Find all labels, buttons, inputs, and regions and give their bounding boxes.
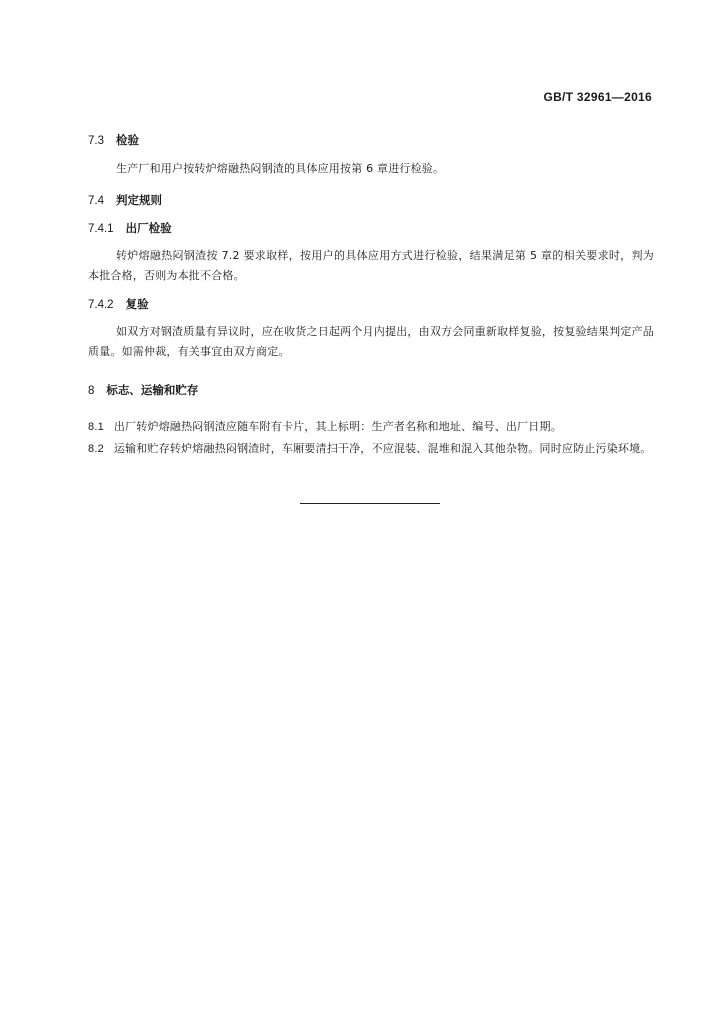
standard-code: GB/T 32961—2016 [543, 90, 652, 104]
section-title: 检验 [116, 133, 139, 147]
clause-8-2 [88, 439, 654, 459]
section-number: 8 [88, 385, 95, 397]
section-number: 7.4.1 [88, 223, 114, 235]
section-7-3-paragraph: 生产厂和用户按转炉熔融热闷钢渣的具体应用按第 6 章进行检验。 [116, 162, 445, 175]
clause-text: 出厂转炉熔融热闷钢渣应随车附有卡片，其上标明：生产者名称和地址、编号、出厂日期。 [113, 420, 562, 433]
section-7-4-2-heading [88, 296, 149, 312]
clause-number: 8.2 [88, 443, 104, 455]
clause-text: 运输和贮存转炉熔融热闷钢渣时，车厢要清扫干净，不应混装、混堆和混入其他杂物。同时应防止污染环境。 [113, 442, 652, 455]
clause-number: 8.1 [88, 421, 104, 433]
section-title: 判定规则 [116, 193, 162, 207]
section-title: 出厂检验 [125, 221, 172, 235]
section-7-4-heading [88, 192, 162, 208]
clause-8-1 [88, 417, 654, 437]
section-7-4-1-heading [88, 220, 172, 236]
section-7-4-1-paragraph: 转炉熔融热闷钢渣按 7.2 要求取样，按用户的具体应用方式进行检验，结果满足第 5 章的相关要求时，判为本批合格，否则为本批不合格。 [88, 249, 654, 282]
section-title: 复验 [125, 297, 149, 311]
end-of-document-rule [300, 503, 440, 504]
section-title: 标志、运输和贮存 [106, 383, 199, 397]
section-number: 7.4 [88, 195, 104, 207]
section-8-heading [88, 382, 198, 398]
section-number: 7.3 [88, 135, 104, 147]
section-7-3-heading [88, 132, 139, 148]
section-7-4-2-paragraph: 如双方对钢渣质量有异议时，应在收货之日起两个月内提出，由双方会同重新取样复验，按复验结果判定产品质量。如需仲裁，有关事宜由双方商定。 [88, 325, 654, 358]
section-number: 7.4.2 [88, 299, 114, 311]
